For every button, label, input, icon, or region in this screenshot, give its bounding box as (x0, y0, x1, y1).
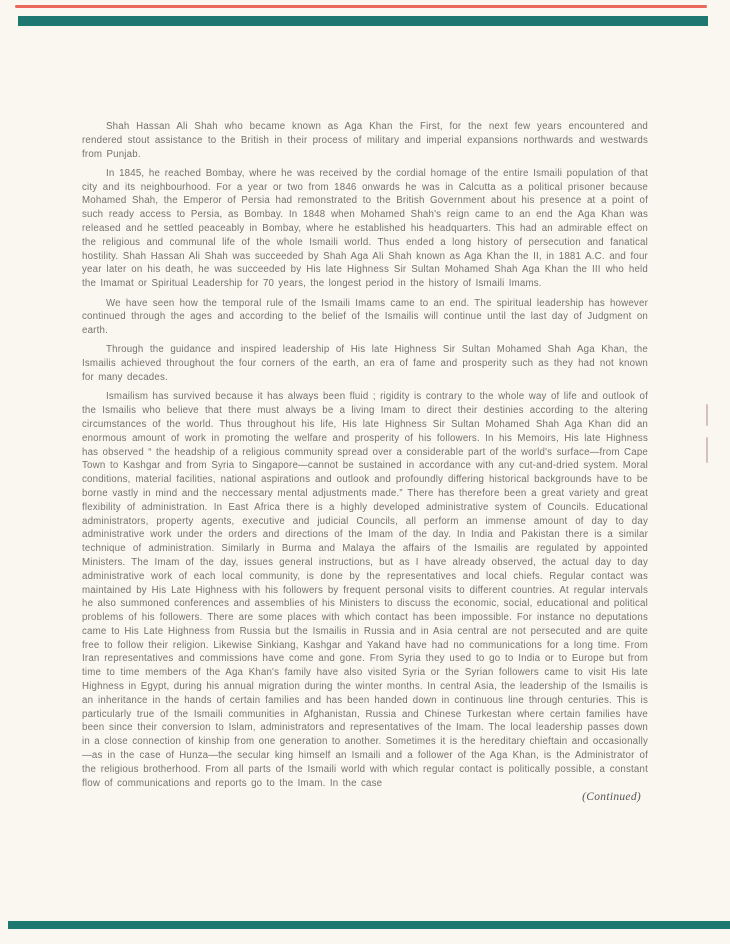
paragraph: Through the guidance and inspired leadership of His late Highness Sir Sultan Mohamed Shah Aga Khan, the Ismailis achieved throughout the four corners of the earth, an era of fame and prosperity such as they had not known for many decades. (82, 344, 648, 384)
continued-label: (Continued) (582, 791, 641, 804)
paragraph: Shah Hassan Ali Shah who became known as Aga Khan the First, for the next few years encountered and rendered stout assistance to the British in their process of military and imperial expansions northwards and westwards from Punjab. (82, 121, 648, 160)
top-red-rule (15, 5, 707, 8)
paragraph: Ismailism has survived because it has always been fluid ; rigidity is contrary to the whole way of life and outlook of the Ismailis who believe that there must always be a living Imam to direct their destinies according to the altering circumstances of the world. Thus throughout his life, His late Highness Sir Sultan Mohamed Shah Aga Khan did an enormous amount of work in promoting the welfare and prosperity of his followers. In his Memoirs, His late Highness has observed “ the headship of a religious community spread over a considerable part of the world's surface—from Cape Town to Kashgar and from Syria to Singapore—cannot be sustained in accordance with any cut-and-dried system. Moral conditions, material facilities, national aspirations and outlook and profoundly differing historical backgrounds have to be borne vastly in mind and the neccessary mental adjustments made.” There has therefore been a great variety and great flexibility of administration. In East Africa there is a highly developed administrative system of Councils. Educational administrators, property agents, executive and judicial Councils, all perform an immense amount of day to day administrative work under the orders and directions of the Imam of the day. In India and Pakistan there is a similar technique of administration. Similarly in Burma and Malaya the affairs of the Ismailis are regulated by appointed Ministers. The Imam of the day, issues general instructions, but as I have already observed, the actual day to day administrative work of each local community, is done by the representatives and local chiefs. Regular contact was maintained by His Late Highness with his followers by frequent personal visits to different countries. At regular intervals he also summoned conferences and assemblies of his Ministers to discuss the economic, social, educational and political problems of his followers. There are some places with which contact has been impossible. For instance no deputations came to His Late Highness from Russia but the Ismailis in Russia and in Asia central are not persecuted and are quite free to follow their religion. Likewise Sinkiang, Kashgar and Yakand have had no communications for a long time. From Iran representatives and commissions have come and gone. From Syria they used to go to India or to Europe but from time to time members of the Aga Khan's family have also visited Syria or the Syrian followers came to visit His late Highness in Egypt, during his annual migration during the winter months. In central Asia, the leadership of the Ismailis is an inheritance in the hands of certain families and has been handed down in continuous line through centuries. This is particularly true of the Ismaili communities in Afghanistan, Russia and Chinese Turkestan where certain families have been since their conversion to Islam, administrators and representatives of the Imam. The local leadership passes down in a close connection of kinship from one generation to another. Sometimes it is the hereditary chieftain and occasionally—as in the case of Hunza—the secular king himself an Ismaili and a follower of the Aga Khan, is the Administrator of the religious brotherhood. From all parts of the Ismaili world with which regular contact is politically possible, a constant flow of communications and reports go to the Imam. In the case (82, 391, 648, 789)
paragraph: We have seen how the temporal rule of the Ismaili Imams came to an end. The spiritual leadership has however continued through the ages and according to the belief of the Ismailis will continue until the last day of Judgment on earth. (82, 297, 648, 337)
scan-artifact (706, 437, 708, 463)
top-teal-bar (18, 16, 708, 26)
scan-artifact (706, 404, 708, 426)
paragraph: In 1845, he reached Bombay, where he was received by the cordial homage of the entire Ismaili population of that city and its neighbourhood. For a year or two from 1846 onwards he was in Calcutta as a political prisoner because Mohamed Shah, the Emperor of Persia had remonstrated to the British Government about his presence at a point of such ready access to Persia, as Bombay. In 1848 when Mohamed Shah's reign came to an end the Aga Khan was released and he settled peaceably in Bombay, where he established his headquarters. This had an admirable effect on the religious and communal life of the whole Ismaili world. Thus ended a long history of persecution and fanatical hostility. Shah Hassan Ali Shah was succeeded by Shah Aga Ali Shah known as Aga Khan the II, in 1881 A.C. and four year later on his death, he was succeeded by His late Highness Sir Sultan Mohamed Shah Aga Khan the III who held the Imamat or Spiritual Leadership for 70 years, the longest period in the history of Ismaili Imams. (82, 167, 648, 290)
article-text (82, 120, 648, 805)
bottom-teal-bar (8, 921, 730, 929)
